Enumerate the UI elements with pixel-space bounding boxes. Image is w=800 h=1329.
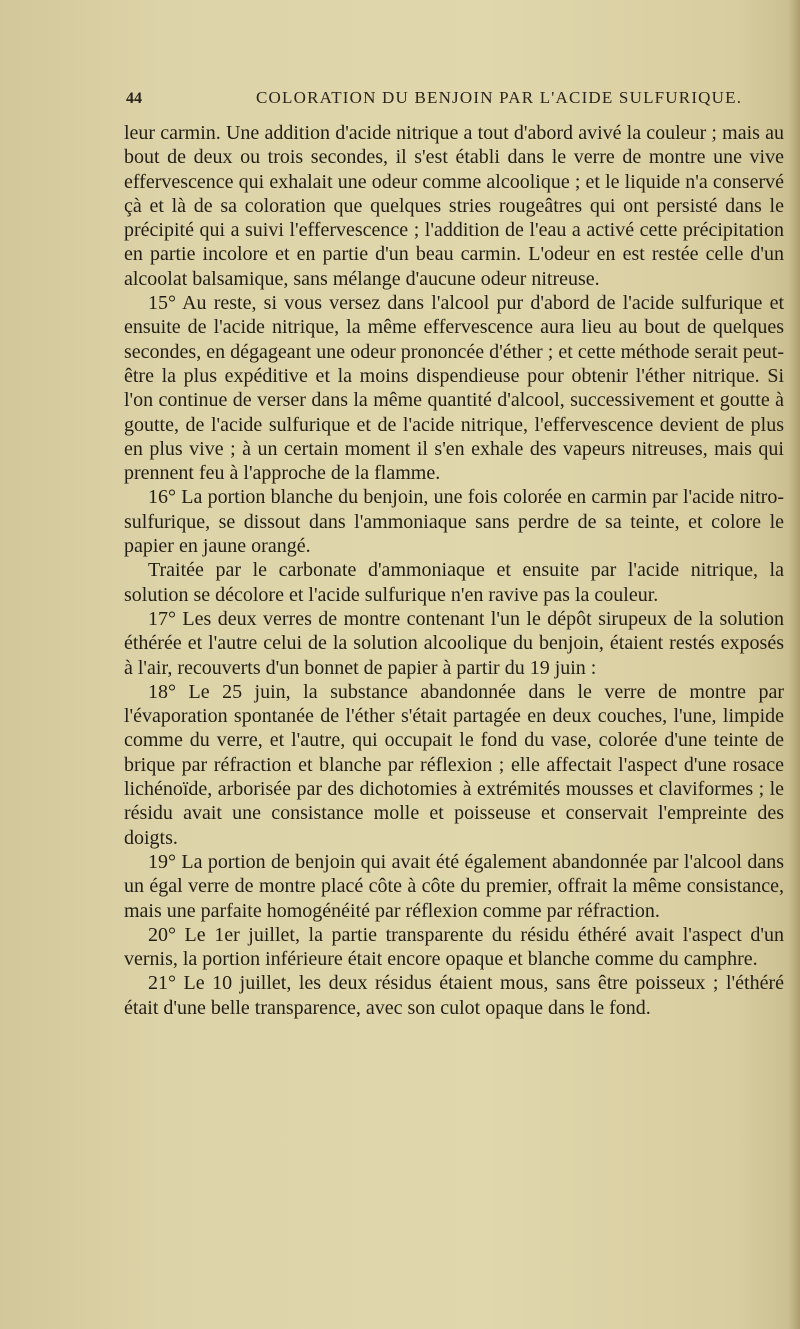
paragraph-continuation: leur carmin. Une addition d'acide nitrique a tout d'abord avivé la couleur ; mais au bout de deux ou trois secondes, il s'est établi dans le verre de montre une vive effervescence qui exhalait une odeur comme alcoolique ; et le liquide n'a conservé çà et là de sa coloration que quelques stries rougeâtres qui ont persisté dans le précipité qui a suivi l'effervescence ; l'addition de l'eau a activé cette précipitation en partie incolore et en partie d'un beau carmin. L'odeur en est restée celle d'un alcoolat balsamique, sans mélange d'aucune odeur nitreuse.: [124, 122, 784, 290]
paragraph-16-followup: Traitée par le carbonate d'ammoniaque et ensuite par l'acide nitrique, la solution se décolore et l'acide sulfurique n'en ravive pas la couleur.: [124, 559, 784, 606]
paragraph-18: 18° Le 25 juin, la substance abandonnée dans le verre de montre par l'évaporation spontanée de l'éther s'était partagée en deux couches, l'une, limpide comme du verre, et l'autre, qui occupait le fond du vase, colorée d'une teinte de brique par réfraction et blanche par réflexion ; elle affectait l'aspect d'une rosace lichénoïde, arborisée par des dichotomies à extrémités mousses et claviformes ; le résidu avait une consistance molle et poisseuse et conservait l'empreinte des doigts.: [124, 680, 784, 849]
paragraph-20: 20° Le 1er juillet, la partie transparente du résidu éthéré avait l'aspect d'un vernis, la portion inférieure était encore opaque et blanche comme du camphre.: [124, 923, 784, 971]
page-number: 44: [126, 90, 142, 107]
body-text: [124, 121, 784, 1020]
paragraph-19: 19° La portion de benjoin qui avait été également abandonnée par l'alcool dans un égal verre de montre placé côte à côte du premier, offrait la même consistance, mais une parfaite homogénéité par réflexion comme par réfraction.: [124, 850, 784, 922]
paragraph-16: 16° La portion blanche du benjoin, une fois colorée en carmin par l'acide nitro-sulfurique, se dissout dans l'ammoniaque sans perdre de sa teinte, et colore le papier en jaune orangé.: [124, 486, 784, 558]
page-header: [126, 86, 786, 114]
paragraph-15: 15° Au reste, si vous versez dans l'alcool pur d'abord de l'acide sulfurique et ensuite de l'acide nitrique, la même effervescence aura lieu au bout de quelques secondes, en dégageant une odeur prononcée d'éther ; et cette méthode serait peut-être la plus expéditive et la moins dispendieuse pour obtenir l'éther nitrique. Si l'on continue de verser dans la même quantité d'alcool, successivement et goutte à goutte, de l'acide sulfurique et de l'acide nitrique, l'effervescence devient de plus en plus vive ; à un certain moment il s'en exhale des vapeurs nitreuses, mais qui prennent feu à l'approche de la flamme.: [124, 292, 784, 485]
paragraph-21: 21° Le 10 juillet, les deux résidus étaient mous, sans être poisseux ; l'éthéré était d'une belle transparence, avec son culot opaque dans le fond.: [124, 972, 784, 1019]
page-edge-shadow: [788, 0, 800, 1329]
running-title: COLORATION DU BENJOIN PAR L'ACIDE SULFURIQUE.: [256, 88, 743, 107]
paragraph-17: 17° Les deux verres de montre contenant l'un le dépôt sirupeux de la solution éthérée et l'autre celui de la solution alcoolique du benjoin, étaient restés exposés à l'air, recouverts d'un bonnet de papier à partir du 19 juin :: [124, 607, 784, 679]
